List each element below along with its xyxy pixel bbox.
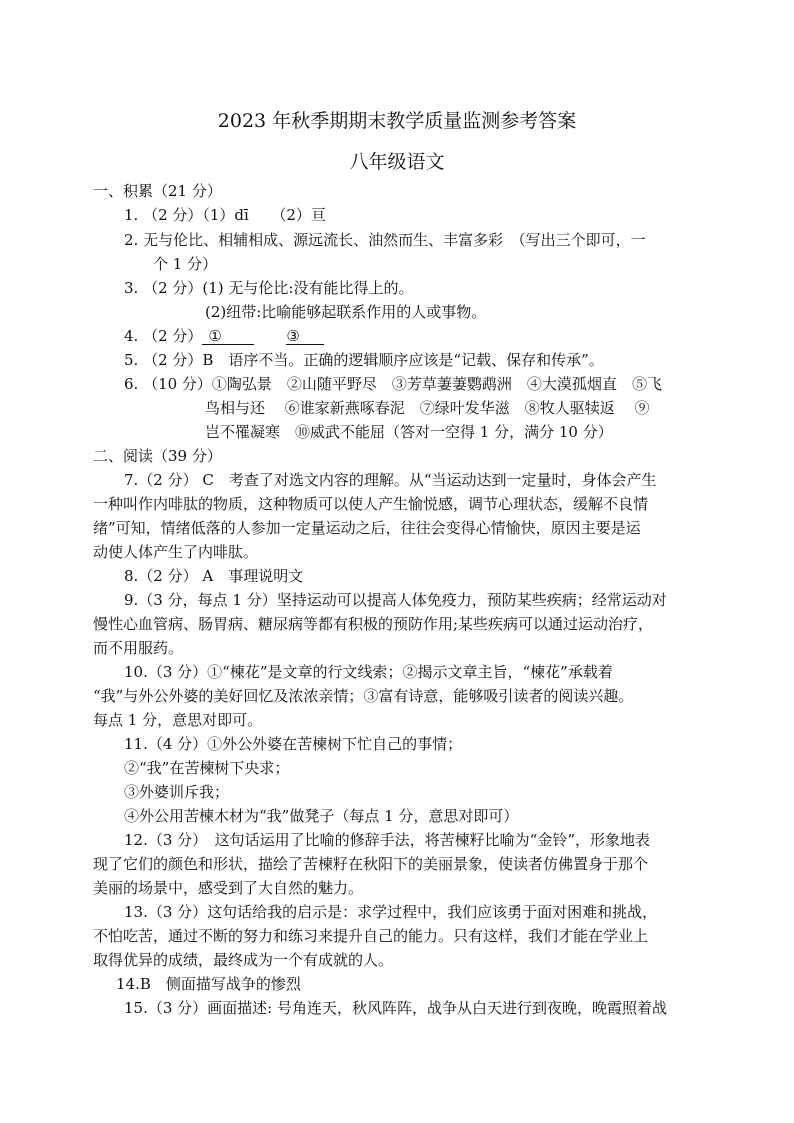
answer-line: (2)纽带:比喻能够起联系作用的人或事物。 [205,303,487,321]
answer-line: 3. （2 分）(1) 无与伦比:没有能比得上的。 [124,279,414,297]
page-title: 2023 年秋季期期末教学质量监测参考答案 [217,110,577,132]
answer-line: 岂不罹凝寒 ⑩威武不能屈（答对一空得 1 分，满分 10 分） [205,423,613,441]
answer-line: 9.（3 分，每点 1 分）坚持运动可以提高人体免疫力，预防某些疾病；经常运动对 [124,591,667,609]
section-heading: 一、积累（21 分） [93,182,222,200]
answer-line: ③外婆训斥我； [124,783,230,801]
answer-line: 绪”可知，情绪低落的人参加一定量运动之后，往往会变得心情愉快，原因主要是运 [93,519,641,537]
page-subtitle: 八年级语文 [349,151,445,173]
answer-line: 个 1 分） [153,255,218,273]
q4-label: 4. （2 分） [124,327,203,345]
answer-line: 取得优异的成绩，最终成为一个有成就的人。 [93,951,394,969]
section-heading: 二、阅读（39 分） [93,447,222,465]
answer-line-q4 [124,326,324,346]
answer-line: 15.（3 分）画面描述: 号角连天，秋风阵阵，战争从白天进行到夜晚，晚霞照着战 [124,999,667,1017]
answer-line: ④外公用苦楝木材为“我”做凳子（每点 1 分，意思对即可） [124,807,519,825]
answer-line: 8.（2 分） A 事理说明文 [124,567,304,585]
answer-line: “我”与外公外婆的美好回忆及浓浓亲情；③富有诗意，能够吸引读者的阅读兴趣。 [93,687,634,705]
answer-line: 13.（3 分）这句话给我的启示是：求学过程中，我们应该勇于面对困难和挑战， [124,903,658,921]
answer-line: 一种叫作内啡肽的物质，这种物质可以使人产生愉悦感，调节心理状态，缓解不良情 [93,495,649,513]
q4-blank-1: ① [202,328,254,345]
answer-line: 10.（3 分）①“楝花”是文章的行文线索；②揭示文章主旨，“楝花”承载着 [124,663,613,681]
answer-line: ②“我”在苦楝树下央求； [124,759,290,777]
answer-line: 现了它们的颜色和形状，描绘了苦楝籽在秋阳下的美丽景象，使读者仿佛置身于那个 [93,855,649,873]
answer-line: 不怕吃苦，通过不断的努力和练习来提升自己的能力。只有这样，我们才能在学业上 [93,927,649,945]
answer-line: 动使人体产生了内啡肽。 [93,543,259,561]
answer-line: 美丽的场景中，感受到了大自然的魅力。 [93,879,364,897]
answer-line: 12.（3 分） 这句话运用了比喻的修辞手法，将苦楝籽比喻为“金铃”，形象地表 [124,831,651,849]
q4-blank-2: ③ [286,328,324,345]
answer-line: 7.（2 分） C 考查了对选文内容的理解。从“当运动达到一定量时，身体会产生 [124,471,657,489]
answer-line: 慢性心血管病、肠胃病、糖尿病等都有积极的预防作用;某些疾病可以通过运动治疗， [93,615,654,633]
answer-line: 每点 1 分，意思对即可。 [93,711,263,729]
answer-line: 鸟相与还 ⑥谁家新燕啄春泥 ⑦绿叶发华滋 ⑧牧人驱犊返 ⑨ [205,399,650,417]
answer-line: 1. （2 分）（1）dī （2）亘 [124,206,326,224]
answer-line: 6. （10 分）①陶弘景 ②山随平野尽 ③芳草萋萋鹦鹉洲 ④大漠孤烟直 ⑤飞 [124,375,662,393]
answer-line: 11.（4 分）①外公外婆在苦楝树下忙自己的事情； [124,735,463,753]
answer-line: 14.B 侧面描写战争的惨烈 [116,975,301,993]
answer-line: 5. （2 分）B 语序不当。正确的逻辑顺序应该是“记载、保存和传承”。 [124,351,604,369]
answer-line: 2. 无与伦比、相辅相成、源远流长、油然而生、丰富多彩 （写出三个即可，一 [124,231,646,249]
answer-line: 而不用服药。 [93,639,184,657]
